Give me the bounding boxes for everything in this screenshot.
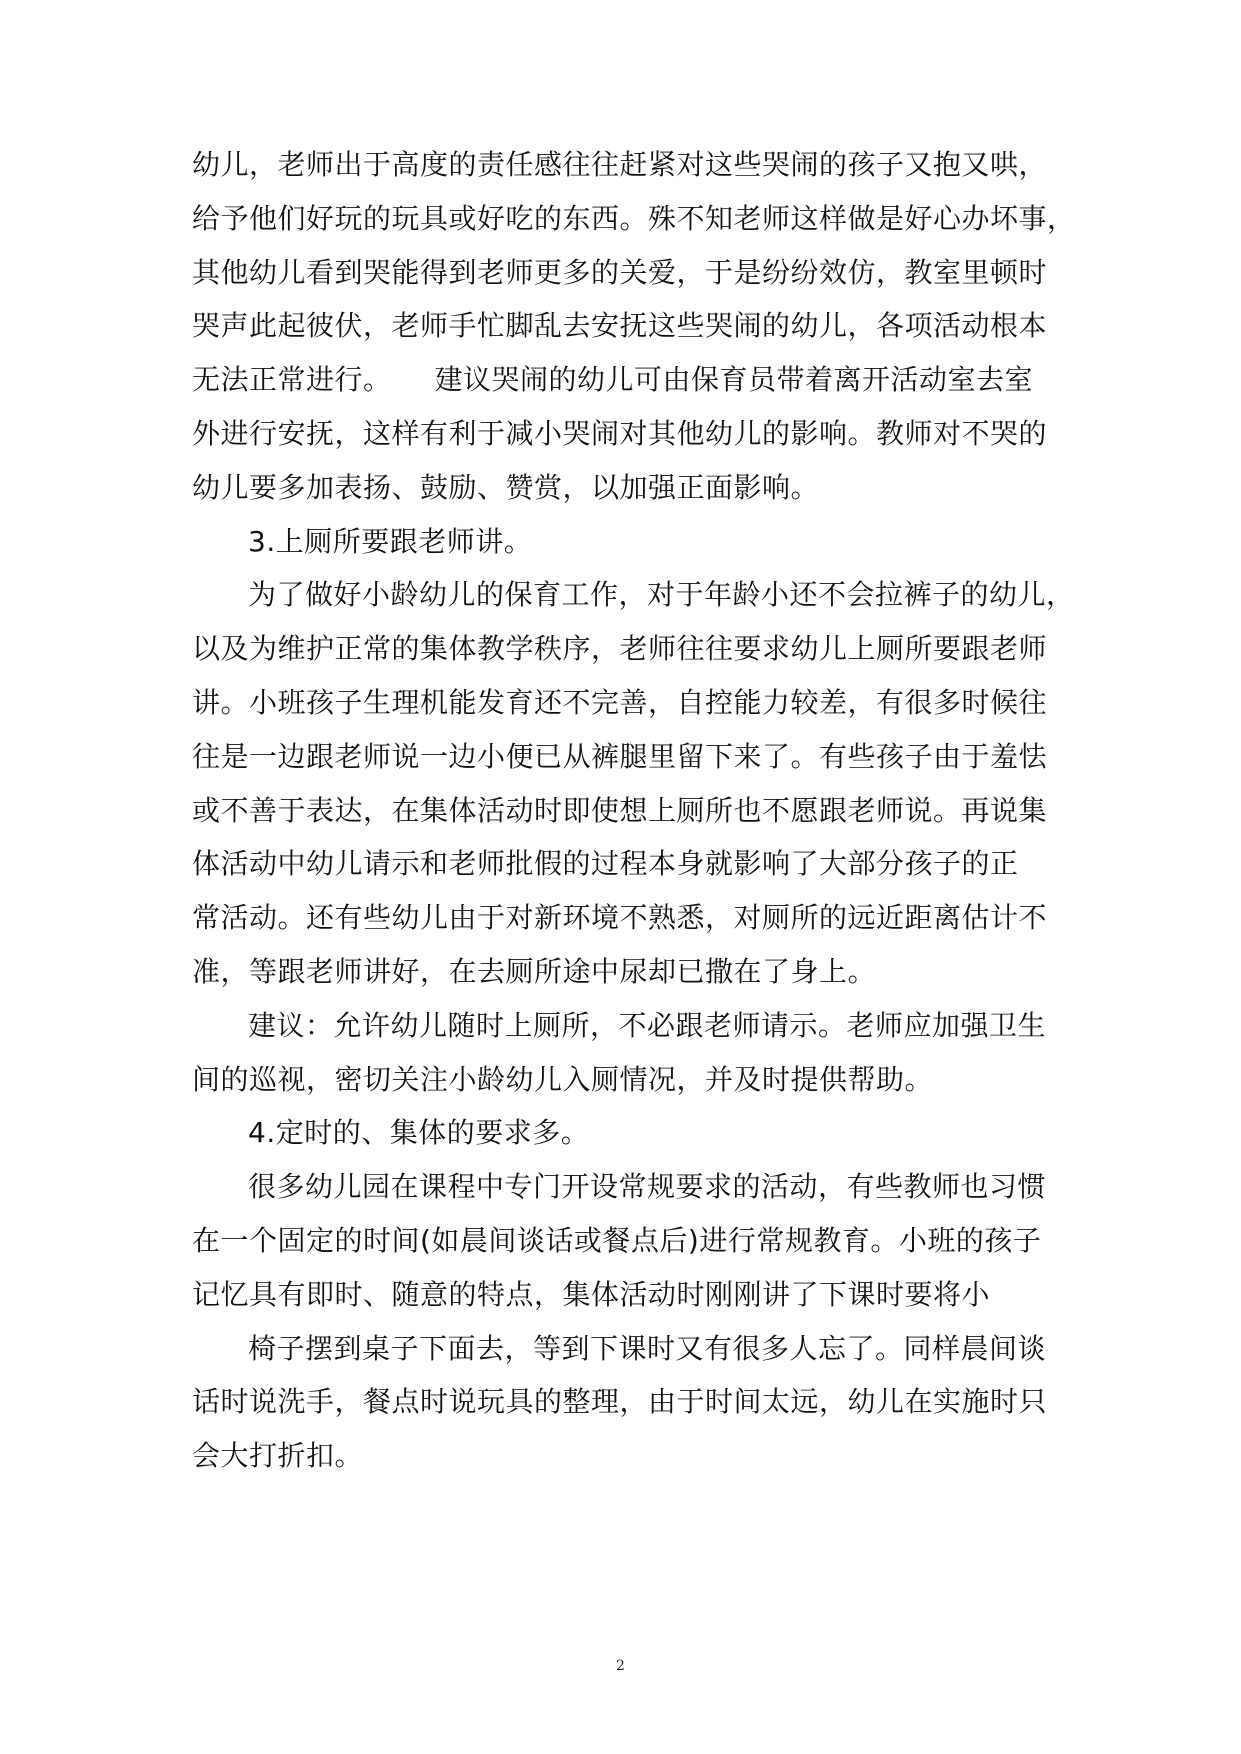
text-line: 间的巡视，密切关注小龄幼儿入厕情况，并及时提供帮助。 bbox=[192, 1062, 934, 1096]
text-line: 幼儿，老师出于高度的责任感往往赶紧对这些哭闹的孩子又抱又哄， bbox=[192, 148, 1048, 181]
text-line: 哭声此起彼伏，老师手忙脚乱去安抚这些哭闹的幼儿，各项活动根本 bbox=[192, 309, 1048, 343]
text-line: 常活动。还有些幼儿由于对新环境不熟悉，对厕所的远近距离估计不 bbox=[192, 901, 1048, 935]
text-line: 在一个固定的时间(如晨间谈话或餐点后)进行常规教育。小班的孩子 bbox=[192, 1223, 1042, 1257]
text-line: 往是一边跟老师说一边小便已从裤腿里留下来了。有些孩子由于羞怯 bbox=[192, 739, 1048, 773]
text-line: 会大打折扣。 bbox=[192, 1439, 364, 1473]
text-line: 其他幼儿看到哭能得到老师更多的关爱，于是纷纷效仿，教室里顿时 bbox=[192, 255, 1048, 289]
text-line: 很多幼儿园在课程中专门开设常规要求的活动，有些教师也习惯 bbox=[248, 1170, 1047, 1204]
text-line: 话时说洗手，餐点时说玩具的整理，由于时间太远，幼儿在实施时只 bbox=[192, 1385, 1048, 1419]
text-line: 幼儿要多加表扬、鼓励、赞赏，以加强正面影响。 bbox=[192, 470, 820, 504]
text-line: 体活动中幼儿请示和老师批假的过程本身就影响了大部分孩子的正 bbox=[192, 847, 1019, 881]
text-line: 4.定时的、集体的要求多。 bbox=[248, 1116, 590, 1150]
text-line: 给予他们好玩的玩具或好吃的东西。殊不知老师这样做是好心办坏事， bbox=[192, 201, 1076, 235]
text-line: 无法正常进行。 建议哭闹的幼儿可由保育员带着离开活动室去室 bbox=[192, 363, 1034, 397]
text-line: 外进行安抚，这样有利于减小哭闹对其他幼儿的影响。教师对不哭的 bbox=[192, 416, 1048, 450]
text-line: 椅子摆到桌子下面去，等到下课时又有很多人忘了。同样晨间谈 bbox=[248, 1331, 1047, 1365]
text-line: 建议：允许幼儿随时上厕所，不必跟老师请示。老师应加强卫生 bbox=[248, 1008, 1047, 1042]
text-line: 或不善于表达，在集体活动时即使想上厕所也不愿跟老师说。再说集 bbox=[192, 793, 1048, 827]
text-line: 以及为维护正常的集体教学秩序，老师往往要求幼儿上厕所要跟老师 bbox=[192, 632, 1048, 666]
text-line: 记忆具有即时、随意的特点，集体活动时刚刚讲了下课时要将小 bbox=[192, 1277, 991, 1311]
text-line: 为了做好小龄幼儿的保育工作，对于年龄小还不会拉裤子的幼儿， bbox=[248, 578, 1075, 612]
page-number: 2 bbox=[616, 1658, 625, 1674]
text-line: 3.上厕所要跟老师讲。 bbox=[248, 524, 533, 558]
text-line: 讲。小班孩子生理机能发育还不完善，自控能力较差，有很多时候往 bbox=[192, 685, 1048, 719]
body-text bbox=[192, 138, 1092, 1483]
text-line: 准，等跟老师讲好，在去厕所途中尿却已撒在了身上。 bbox=[192, 954, 877, 988]
